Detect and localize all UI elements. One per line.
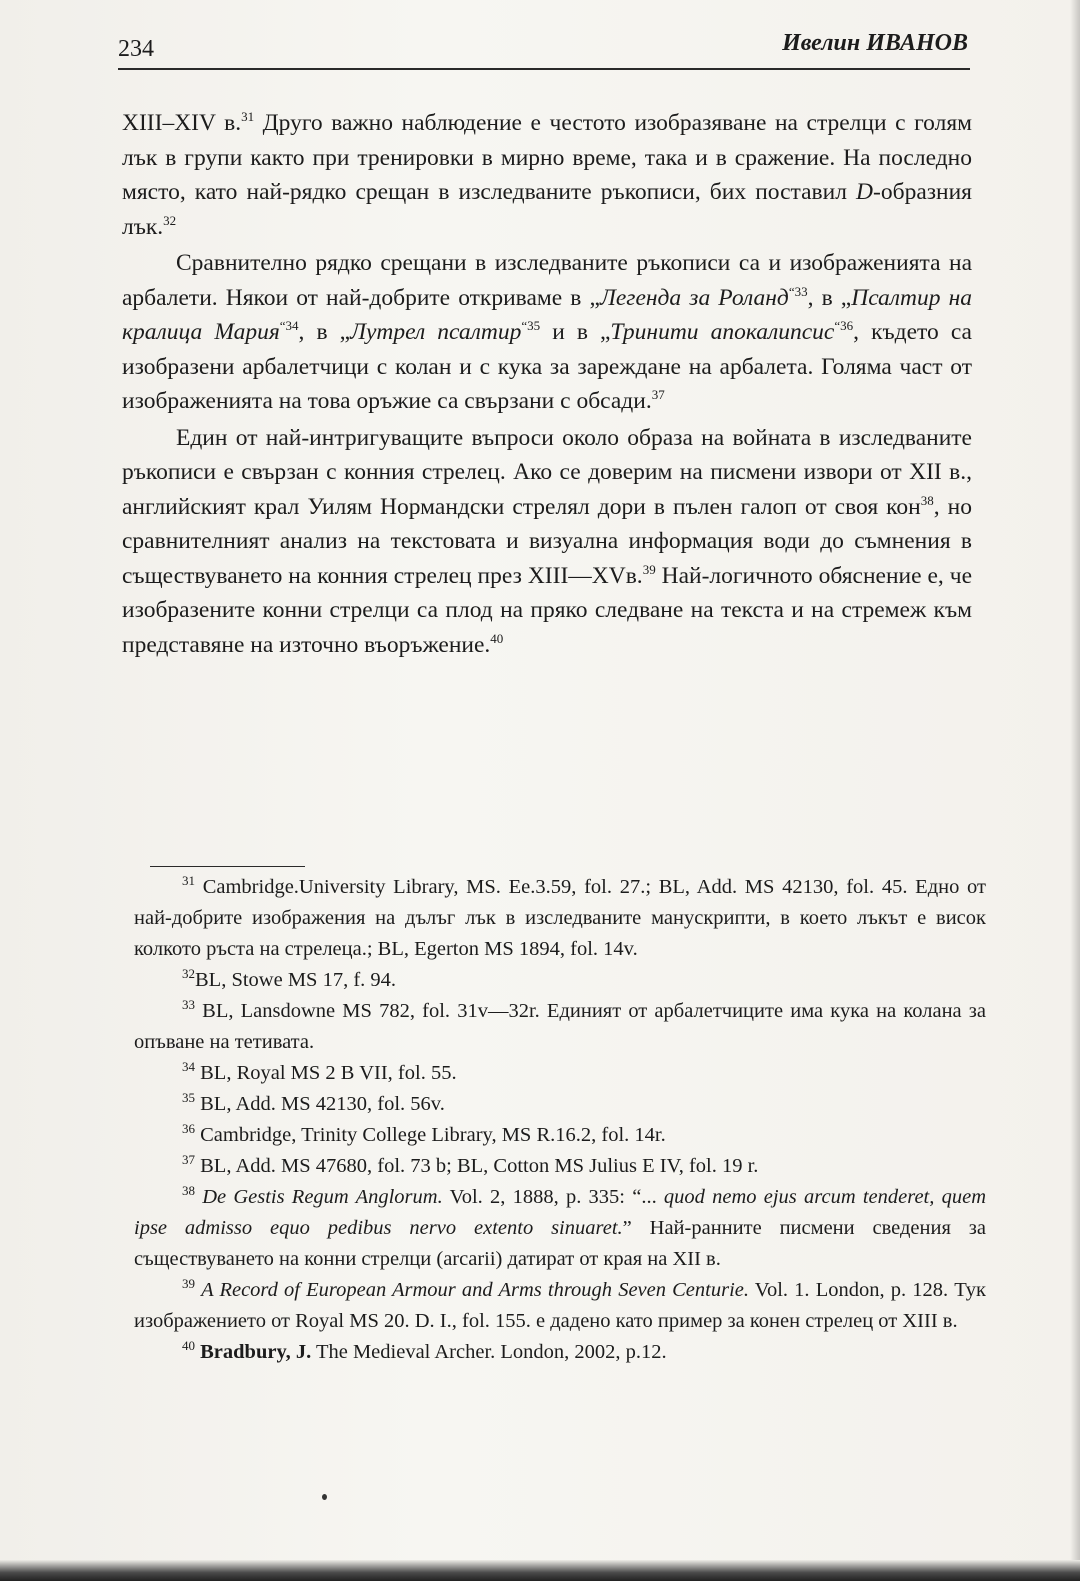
footnote-ref-38: 38 [920, 492, 934, 508]
ink-speck [322, 1494, 327, 1500]
italic-title: De Gestis Regum Anglorum. [202, 1186, 443, 1208]
footnote-31 [134, 872, 986, 965]
footnote-number: 31 [182, 873, 195, 889]
footnote-text: BL, Add. MS 47680, fol. 73 b; BL, Cotton MS Julius E IV, fol. 19 r. [195, 1155, 759, 1177]
text-run: XIII–XIV в. [122, 110, 242, 136]
footnote-number: 39 [182, 1276, 195, 1292]
footnote-text: BL, Lansdowne MS 782, fol. 31v—32r. Единият от арбалетчиците има кука на колана за опъване на тетивата. [134, 1000, 986, 1053]
footnote-separator [150, 866, 305, 867]
page-number: 234 [118, 36, 154, 62]
footnote-number: 37 [182, 1152, 195, 1168]
text-run: Друго важно наблюдение е честото изобразяване на стрелци с голям лък в групи както при тренировки в мирно време, така и в сражение. На последно място, като най-рядко срещан в изследваните ръкописи, бих поставил [122, 110, 973, 205]
footnote-ref-39: 39 [642, 561, 656, 577]
paragraph-1 [122, 106, 972, 244]
italic-title: Псалтир на кралица Мария [122, 284, 972, 345]
footnote-number: 40 [182, 1338, 195, 1354]
footnote-ref-35: “35 [521, 318, 541, 334]
footnote-40 [134, 1337, 986, 1368]
footnote-ref-40: 40 [490, 630, 504, 646]
footnote-text: ” Най-ранните писмени сведения за съществуването на конни стрелци (arcarii) датират от края на XII в. [134, 1217, 986, 1270]
footnote-34 [134, 1058, 986, 1089]
text-run: , но сравнителният анализ на текстовата и визуална информация води до съмнения в съществуването на конния стрелец през XIII—XVв. [122, 493, 972, 589]
text-run: Най-логичното обяснение е, че изобразените конни стрелци са плод на пряко следване на текста и на стремеж към представяне на източно въоръжение. [122, 562, 972, 658]
paragraph-2 [122, 246, 972, 419]
bold-author: Bradbury, J. [200, 1341, 312, 1363]
footnote-ref-33: “33 [788, 283, 808, 299]
footnote-33 [134, 996, 986, 1058]
main-text [122, 106, 972, 662]
footnote-ref-31: 31 [241, 109, 255, 125]
footnote-ref-34: “34 [279, 318, 299, 334]
footnotes [134, 872, 986, 1368]
footnote-text: Vol. 1. London, p. 128. Тук изображението от Royal MS 20. D. I., fol. 155. е дадено като пример за конен стрелец от XIII в. [134, 1279, 986, 1332]
footnote-number: 38 [182, 1183, 195, 1199]
footnote-ref-36: “36 [834, 318, 854, 334]
text-run: -образния лък. [122, 179, 972, 240]
text-run: Сравнително рядко срещани в изследваните ръкописи са и изображенията на арбалети. Някои от най-добрите откриваме в „ [122, 250, 972, 311]
footnote-text: BL, Royal MS 2 B VII, fol. 55. [195, 1062, 457, 1084]
running-head: Ивелин ИВАНОВ [782, 30, 968, 56]
footnote-ref-32: 32 [163, 212, 177, 228]
text-run: и в „ [540, 319, 611, 345]
italic-quote: quod nemo ejus arcum tenderet, quem ipse admisso equo pedibus nervo extento sinuaret. [134, 1186, 986, 1239]
footnote-number: 32 [182, 966, 195, 982]
page-header [118, 24, 970, 70]
footnote-number: 35 [182, 1090, 195, 1106]
footnote-number: 33 [182, 997, 195, 1013]
footnote-35 [134, 1089, 986, 1120]
italic-title: A Record of European Armour and Arms through Seven Centurie. [201, 1279, 750, 1301]
text-run: , в „ [298, 319, 351, 345]
text-run: , където са изобразени арбалетчици с колан и с кука за зареждане на арбалета. Голяма част от изображенията на това оръжие са свързани с обсади. [122, 319, 972, 414]
footnote-38 [134, 1182, 986, 1275]
italic-title: Легенда за Роланд [599, 284, 789, 311]
footnote-32 [134, 965, 986, 996]
footnote-number: 34 [182, 1059, 195, 1075]
footnote-37 [134, 1151, 986, 1182]
footnote-text: BL, Add. MS 42130, fol. 56v. [195, 1093, 445, 1115]
footnote-number: 36 [182, 1121, 195, 1137]
page-edge-shadow [1070, 0, 1080, 1581]
footnote-text: The Medieval Archer. London, 2002, p.12. [311, 1341, 667, 1363]
text-run: Един от най-интригуващите въпроси около образа на войната в изследваните ръкописи е свързан с конния стрелец. Ако се доверим на писмени извори от XII в., английският крал Уилям Нормандски стрелял дори в пълен галоп от своя кон [122, 424, 972, 520]
footnote-39 [134, 1275, 986, 1337]
italic-title: Лутрел псалтир [350, 319, 522, 345]
footnote-text: BL, Stowe MS 17, f. 94. [195, 969, 397, 991]
footnote-text: Vol. 2, 1888, p. 335: “... [442, 1186, 664, 1208]
scanner-bottom-edge [0, 1560, 1080, 1581]
italic-title: Тринити апокалипсис [610, 319, 835, 345]
footnote-text: Cambridge.University Library, MS. Ee.3.59, fol. 27.; BL, Add. MS 42130, fol. 45. Едно от най-добрите изображения на дълъг лък в изследваните манускрипти, в което лъкът е висок колкото ръста на стрелеца.; BL, Egerton MS 1894, fol. 14v. [134, 876, 986, 960]
text-run: , в „ [807, 284, 852, 311]
footnote-text: Cambridge, Trinity College Library, MS R.16.2, fol. 14r. [195, 1124, 666, 1146]
footnote-ref-37: 37 [651, 387, 665, 403]
paragraph-3 [122, 421, 972, 663]
italic-letter: D [856, 179, 874, 205]
footnote-36 [134, 1120, 986, 1151]
